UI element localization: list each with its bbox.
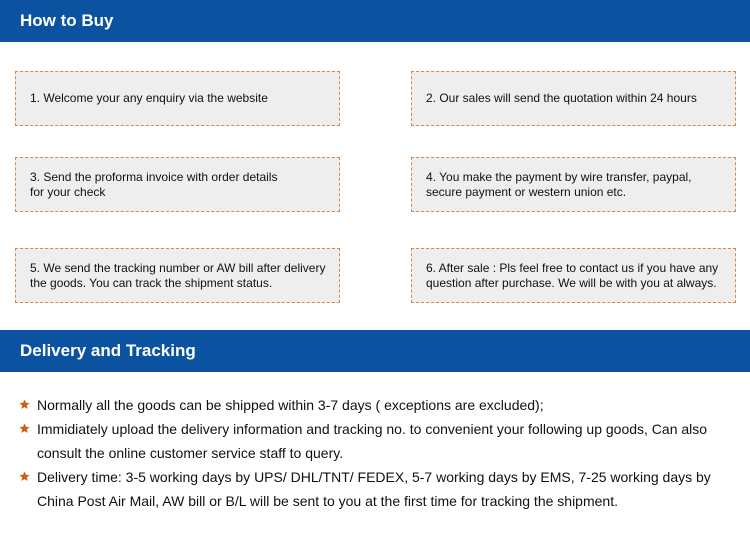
step-6-line-2: question after purchase. We will be with you at always. [426, 275, 717, 290]
how-to-buy-header [0, 0, 750, 42]
star-icon [19, 423, 30, 434]
step-4-line-1: 4. You make the payment by wire transfer, paypal, [426, 169, 692, 184]
step-3-line-2: for your check [30, 184, 106, 199]
star-icon [19, 399, 30, 410]
bullet-2-line-2: consult the online customer service staff to query. [37, 445, 344, 461]
delivery-title: Delivery and Tracking [20, 341, 196, 360]
step-box-6 [411, 248, 736, 303]
list-item [19, 465, 734, 513]
step-box-5 [15, 248, 340, 303]
step-box-2 [411, 71, 736, 126]
delivery-header [0, 330, 750, 372]
star-icon [19, 471, 30, 482]
how-to-buy-title: How to Buy [20, 11, 114, 30]
bullet-3-line-1: Delivery time: 3-5 working days by UPS/ DHL/TNT/ FEDEX, 5-7 working days by EMS, 7-25 working days by [37, 469, 711, 485]
step-5-line-2: the goods. You can track the shipment status. [30, 275, 273, 290]
step-box-3 [15, 157, 340, 212]
list-item [19, 417, 734, 465]
bullet-3-line-2: China Post Air Mail, AW bill or B/L will be sent to you at the first time for tracking the shipment. [37, 493, 618, 509]
step-box-1 [15, 71, 340, 126]
step-6-line-1: 6. After sale : Pls feel free to contact us if you have any [426, 260, 719, 275]
bullet-1-line-1: Normally all the goods can be shipped within 3-7 days ( exceptions are excluded); [37, 397, 544, 413]
bullet-2-line-1: Immidiately upload the delivery information and tracking no. to convenient your following up goods, Can also [37, 421, 708, 437]
step-5-line-1: 5. We send the tracking number or AW bill after delivery [30, 260, 326, 275]
step-2-line-1: 2. Our sales will send the quotation within 24 hours [426, 91, 697, 105]
step-1-line-1: 1. Welcome your any enquiry via the website [30, 91, 268, 105]
step-3-line-1: 3. Send the proforma invoice with order details [30, 169, 278, 184]
delivery-bullet-list [19, 393, 734, 513]
step-box-4 [411, 157, 736, 212]
step-4-line-2: secure payment or western union etc. [426, 184, 627, 199]
list-item [19, 393, 734, 417]
